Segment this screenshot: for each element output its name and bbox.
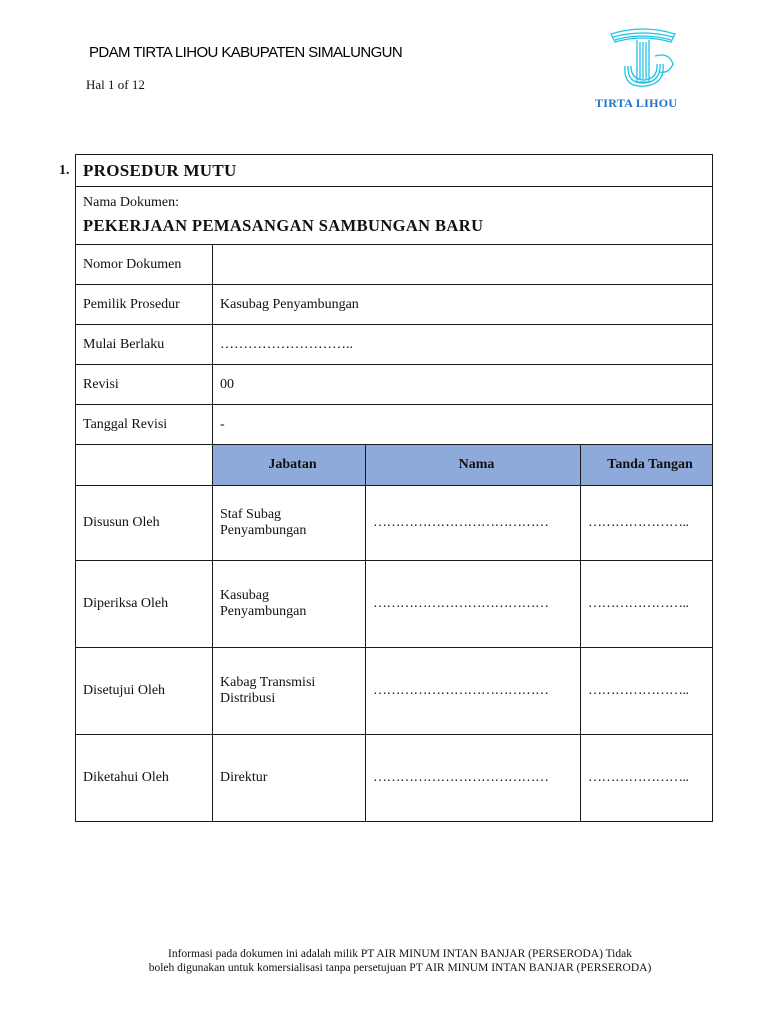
- field-label: Nomor Dokumen: [76, 245, 213, 285]
- approval-name-field: …………………………………: [366, 486, 581, 561]
- document-name-label: Nama Dokumen:: [83, 195, 180, 210]
- field-label: Mulai Berlaku: [76, 325, 213, 365]
- document-name-cell: [76, 187, 713, 245]
- approval-role: Disetujui Oleh: [76, 648, 213, 735]
- procedure-title-cell: [76, 155, 713, 187]
- position-line: Staf Subag: [220, 507, 282, 522]
- approval-position: [213, 648, 366, 735]
- column-header-nama: Nama: [366, 445, 581, 486]
- field-value: 00: [213, 365, 713, 405]
- approval-role: Diketahui Oleh: [76, 735, 213, 822]
- position-line: Penyambungan: [220, 523, 307, 538]
- field-value: [213, 245, 713, 285]
- column-header-jabatan: Jabatan: [213, 445, 366, 486]
- logo-text: TIRTA LIHOU: [595, 96, 678, 110]
- page-counter: Hal 1 of 12: [86, 77, 145, 92]
- approval-role: Diperiksa Oleh: [76, 561, 213, 648]
- approval-signature-field: …………………..: [581, 561, 713, 648]
- position-line: Kabag Transmisi: [220, 675, 316, 690]
- approval-name-field: …………………………………: [366, 561, 581, 648]
- approval-signature-field: …………………..: [581, 735, 713, 822]
- position-line: Distribusi: [220, 691, 276, 706]
- position-line: Direktur: [220, 770, 268, 785]
- company-logo: [595, 26, 695, 116]
- approval-role: Disusun Oleh: [76, 486, 213, 561]
- field-label: Revisi: [76, 365, 213, 405]
- section-number: 1.: [59, 163, 70, 178]
- approval-name-field: …………………………………: [366, 735, 581, 822]
- position-line: Penyambungan: [220, 604, 307, 619]
- footer-line: Informasi pada dokumen ini adalah milik PT AIR MINUM INTAN BANJAR (PERSERODA) Tidak: [168, 948, 632, 960]
- footer-disclaimer: [60, 947, 740, 975]
- footer-line: boleh digunakan untuk komersialisasi tanpa persetujuan PT AIR MINUM INTAN BANJAR (PERSERODA): [148, 962, 652, 974]
- field-label: Tanggal Revisi: [76, 405, 213, 445]
- procedure-table: [75, 154, 713, 822]
- procedure-title: PROSEDUR MUTU: [83, 160, 237, 180]
- field-value: ………………………..: [213, 325, 713, 365]
- column-header-tanda-tangan: Tanda Tangan: [581, 445, 713, 486]
- approval-signature-field: …………………..: [581, 648, 713, 735]
- approval-position: [213, 735, 366, 822]
- organization-title: PDAM TIRTA LIHOU KABUPATEN SIMALUNGUN: [89, 44, 403, 61]
- approval-position: [213, 561, 366, 648]
- approval-position: [213, 486, 366, 561]
- field-label: Pemilik Prosedur: [76, 285, 213, 325]
- tirta-lihou-logo-icon: [603, 26, 683, 92]
- position-line: Kasubag: [220, 588, 269, 603]
- document-name-value: PEKERJAAN PEMASANGAN SAMBUNGAN BARU: [83, 216, 484, 235]
- approval-header-empty: [76, 445, 213, 486]
- field-value: Kasubag Penyambungan: [213, 285, 713, 325]
- field-value: -: [213, 405, 713, 445]
- approval-name-field: …………………………………: [366, 648, 581, 735]
- approval-signature-field: …………………..: [581, 486, 713, 561]
